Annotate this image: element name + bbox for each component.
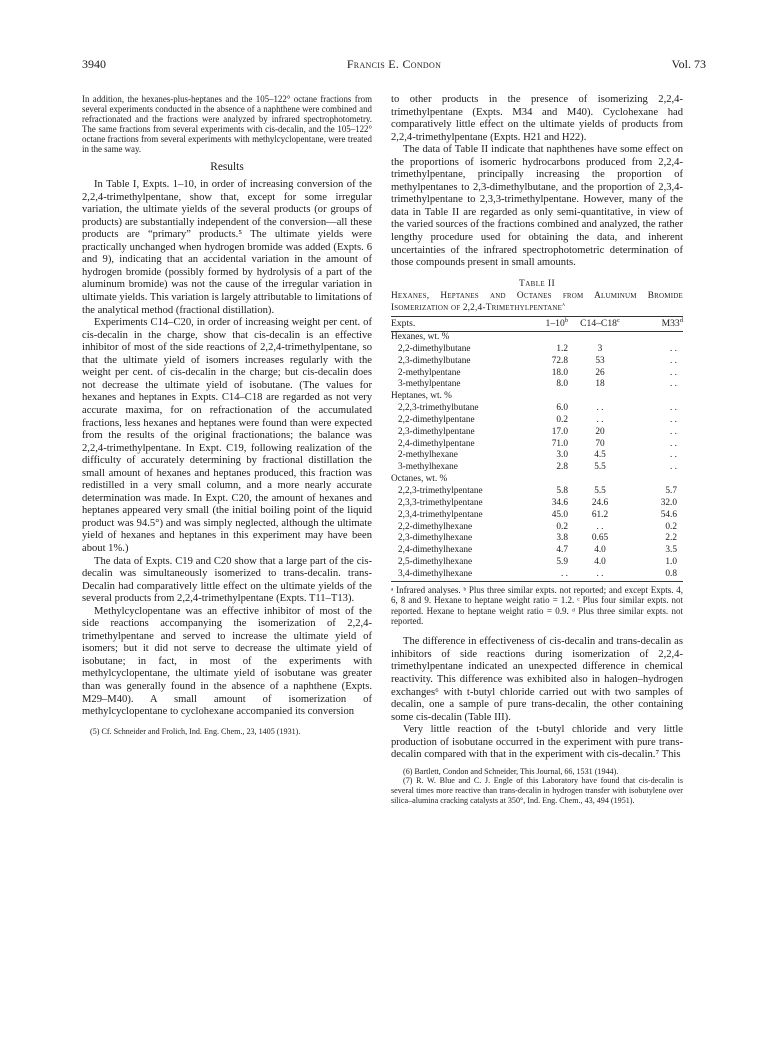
- compound-name: 2,2-dimethylbutane: [398, 343, 471, 354]
- value-cell: 2.2: [665, 533, 677, 544]
- right-paragraph-3: The difference in effectiveness of cis-decalin and trans-decalin as inhibitors of side reactions during isomerization of 2,2,4-trimethylpentane indicated an unexpected difference in chemical reactivity. This difference was exhibited also in halogen–hydrogen exchanges⁶ with t-butyl chloride carried out with two samples of decalin, one a sample of pure trans-decalin, the other containing some cis-decalin (Table III).: [391, 636, 683, 723]
- value-cell: 61.2: [591, 509, 609, 520]
- compound-name: 2,4-dimethylhexane: [398, 545, 473, 556]
- value-cell: . .: [670, 379, 677, 390]
- right-paragraph-4: Very little reaction of the t-butyl chloride and very little production of isobutane occurred in the experiment with pure trans-decalin compared with that in the experiment with cis-decalin.⁷ This: [391, 724, 683, 761]
- value-cell: 5.5: [594, 486, 606, 497]
- table-row: [391, 486, 683, 498]
- results-paragraph-4: Methylcyclopentane was an effective inhibitor of most of the side reactions accompanying the isomerization of 2,2,4-trimethylpentane and served to increase the ultimate yield of isomers; but it did not serve to decrease the ultimate yield of isobutane; in fact, in most of the experiments with methylcyclopentane, the ultimate yield of isobutane was greater than was generally found in the absence of a naphthene (Expts. M29–M40). A small amount of isomerization of methylcyclopentane to cyclohexane accompanied its conversion: [82, 605, 372, 718]
- value-cell: 6.0: [556, 403, 568, 414]
- table-notes: ᵃ Infrared analyses. ᵇ Plus three similar expts. not reported; and except Expts. 4, 6, 8 and 9. Hexane to heptane weight ratio = 1.2. ᶜ Plus four similar expts. not reported. Hexane to heptane weight ratio = 0.9. ᵈ Plus three similar expts. not reported.: [391, 584, 683, 626]
- value-cell: 20: [595, 426, 605, 437]
- table-group-row: [391, 474, 683, 486]
- compound-name: 2,5-dimethylhexane: [398, 557, 473, 568]
- table-row: [391, 356, 683, 368]
- table-header-sup: c: [616, 317, 620, 325]
- value-cell: 5.9: [556, 557, 568, 568]
- compound-name: 2-methylhexane: [398, 450, 458, 461]
- value-cell: 3.5: [665, 545, 677, 556]
- value-cell: 3.8: [556, 533, 568, 544]
- results-heading: Results: [210, 160, 244, 173]
- table-ii: [391, 316, 683, 582]
- value-cell: . .: [568, 569, 632, 581]
- table-header-cell: [391, 317, 518, 332]
- compound-name: 3,4-dimethylhexane: [391, 569, 518, 581]
- value-cell: 0.8: [632, 569, 683, 581]
- table-row: [391, 439, 683, 451]
- value-cell: 0.65: [591, 533, 609, 544]
- table-header-sup: b: [564, 317, 568, 325]
- value-cell: . .: [670, 462, 677, 473]
- value-cell: 0.2: [556, 414, 568, 425]
- value-cell: 2.8: [556, 462, 568, 473]
- table-row: [391, 450, 683, 462]
- value-cell: 0.2: [665, 521, 677, 532]
- table-header-text: C14–C18: [580, 318, 617, 330]
- value-cell: 1.2: [556, 343, 568, 354]
- reference-6: (6) Bartlett, Condon and Schneider, This Journal, 66, 1531 (1944).: [403, 766, 619, 776]
- table-group-row: [391, 391, 683, 403]
- compound-name: 3-methylpentane: [398, 379, 461, 390]
- compound-name: 2,2-dimethylpentane: [398, 414, 475, 425]
- references: [391, 767, 683, 805]
- running-author: Francis E. Condon: [346, 57, 442, 71]
- value-cell: 34.6: [551, 497, 568, 508]
- value-cell: . .: [596, 403, 604, 414]
- compound-name: 2,2,3-trimethylpentane: [398, 486, 483, 497]
- compound-name: 2,2-dimethylhexane: [398, 521, 473, 532]
- value-cell: . .: [670, 414, 677, 425]
- value-cell: 8.0: [556, 379, 568, 390]
- value-cell: . .: [670, 438, 677, 449]
- value-cell: . .: [518, 569, 568, 581]
- table-row: [391, 427, 683, 439]
- table-row: [391, 344, 683, 356]
- value-cell: 26: [595, 367, 605, 378]
- table-row: [391, 557, 683, 569]
- value-cell: 4.0: [594, 557, 606, 568]
- value-cell: . .: [670, 426, 677, 437]
- table-header-text: M33: [661, 318, 680, 330]
- table-row: [391, 379, 683, 391]
- value-cell: 32.0: [660, 497, 677, 508]
- table-caption: Table II: [518, 277, 556, 289]
- value-cell: 53: [595, 355, 605, 366]
- value-cell: 1.0: [665, 557, 677, 568]
- table-row: [391, 498, 683, 510]
- compound-name: 2,3-dimethylpentane: [398, 426, 475, 437]
- value-cell: 0.2: [556, 521, 568, 532]
- table-header-row: [391, 317, 683, 332]
- table-title-sup: a: [562, 301, 566, 309]
- table-title-text: Hexanes, Heptanes and Octanes from Aluminum Bromide Isomerization of 2,2,4-Trimethylpentane: [391, 291, 683, 314]
- compound-name: 2,3,4-trimethylpentane: [398, 509, 483, 520]
- page-number: 3940: [82, 57, 106, 71]
- value-cell: 70: [595, 438, 605, 449]
- value-cell: 5.8: [556, 486, 568, 497]
- compound-name: 2,3-dimethylhexane: [398, 533, 473, 544]
- left-column: [82, 94, 372, 736]
- value-cell: 5.5: [594, 462, 606, 473]
- value-cell: 71.0: [551, 438, 568, 449]
- value-cell: 72.8: [551, 355, 568, 366]
- value-cell: 24.6: [591, 497, 609, 508]
- value-cell: 18: [595, 379, 605, 390]
- table-row: [391, 415, 683, 427]
- table-title: [391, 290, 683, 314]
- compound-name: 2-methylpentane: [398, 367, 461, 378]
- value-cell: 17.0: [551, 426, 568, 437]
- table-group-label: Hexanes, wt. %: [391, 332, 450, 343]
- table-row: [391, 569, 683, 581]
- table-row: [391, 533, 683, 545]
- compound-name: 3-methylhexane: [398, 462, 458, 473]
- table-group-row: [391, 332, 683, 344]
- compound-name: 2,4-dimethylpentane: [398, 438, 475, 449]
- intro-paragraph: In addition, the hexanes-plus-heptanes and the 105–122° octane fractions from several experiments conducted in the absence of a naphthene were combined and refractionated and the fractions were analyzed by infrared spectrophotometry. The same fractions from several experiments with cis-decalin, and the 105–122° octane fractions from several experiments with methylcyclopentane, were treated in the same way.: [82, 94, 372, 155]
- compound-name: 2,3-dimethylbutane: [398, 355, 471, 366]
- value-cell: . .: [670, 343, 677, 354]
- results-paragraph-1: In Table I, Expts. 1–10, in order of increasing conversion of the 2,2,4-trimethylpentane, show that, except for some irregular variation, the ultimate yields of the several products (or groups of products) are substantially independent of the conversion—all these products are “primary” products.⁵ The ultimate yields were practically unchanged when hydrogen bromide was added (Expts. 6 and 9), indicating that an accidental variation in the amount of hydrogen bromide (possibly formed by hydrolysis of a part of the aluminum bromide) was not the cause of the irregular variation in ultimate yields. This variation is largely attributable to limitations of the analytical method (fractional distillation).: [82, 179, 372, 316]
- table-row: [391, 510, 683, 522]
- running-header: [82, 57, 706, 73]
- reference-7: (7) R. W. Blue and C. J. Engle of this Laboratory have found that cis-decalin is several times more reactive than trans-decalin in hydrogen transfer with isobutylene over silica–alumina cracking catalysts at 350°, Ind. Eng. Chem., 43, 494 (1951).: [391, 776, 683, 805]
- value-cell: . .: [596, 414, 604, 425]
- value-cell: 4.7: [556, 545, 568, 556]
- value-cell: . .: [670, 355, 677, 366]
- table-row: [391, 462, 683, 474]
- compound-name: 2,2,3-trimethylbutane: [398, 403, 479, 414]
- volume-label: Vol. 73: [671, 57, 706, 71]
- table-row: [391, 545, 683, 557]
- table-header-text: Expts.: [391, 318, 416, 330]
- value-cell: 45.0: [551, 509, 568, 520]
- table-header-cell: [632, 317, 683, 332]
- table-row: [391, 368, 683, 380]
- results-paragraph-2: Experiments C14–C20, in order of increasing weight per cent. of cis-decalin in the charge, show that cis-decalin is an effective inhibitor of most of the side reactions of 2,2,4-trimethylpentane, so that the ultimate yield of isomers increases regularly with the weight per cent. of cis-decalin in the charge; but cis-decalin does not decrease the ultimate yield of isobutane. (The values for hexanes and heptanes in Expts. C14–C18 are regarded as not very accurate maxima, for on refractionation of the accumulated fractions, less hexanes and heptanes were found than were expected from the results of the original fractionations; the balance was 2,2,4-trimethylpentane. In Expt. C19, following realization of the difficulty of accurately determining by fractional distillation the small amount of hexanes and heptanes produced, this fraction was redistilled in a very small column, and a more nearly accurate determination was made. In Expt. C20, the amount of hexanes and heptanes appeared very small (the initial boiling point of the liquid product was 94.5°) and was simply neglected, although the ultimate yield of hexanes and heptanes in this experiment may have been about 1%.): [82, 317, 372, 554]
- table-row: [391, 403, 683, 415]
- value-cell: 3: [597, 343, 603, 354]
- value-cell: 5.7: [665, 486, 677, 497]
- results-paragraph-3: The data of Expts. C19 and C20 show that a large part of the cis-decalin was simultaneously isomerized to trans-decalin. trans-Decalin had comparatively little effect on the ultimate yields of the several products from 2,2,4-trimethylpentane (Expts. T11–T13).: [82, 555, 372, 605]
- right-column: [391, 94, 683, 805]
- value-cell: 4.5: [594, 450, 606, 461]
- value-cell: 3.0: [556, 450, 568, 461]
- footnote-5: (5) Cf. Schneider and Frolich, Ind. Eng. Chem., 23, 1405 (1931).: [90, 726, 301, 736]
- value-cell: 18.0: [551, 367, 568, 378]
- table-row: [391, 522, 683, 534]
- table-header-cell: [568, 317, 632, 332]
- value-cell: 4.0: [594, 545, 606, 556]
- table-group-label: Octanes, wt. %: [391, 474, 448, 485]
- table-header-text: 1–10: [545, 318, 565, 330]
- value-cell: . .: [670, 367, 677, 378]
- compound-name: 2,3,3-trimethylpentane: [398, 497, 483, 508]
- table-group-label: Heptanes, wt. %: [391, 391, 452, 402]
- right-paragraph-1: to other products in the presence of isomerizing 2,2,4-trimethylpentane (Expts. M34 and M40). Cyclohexane had comparatively little effect on the ultimate yields of products from 2,2,4-trimethylpentane (Expts. H21 and H22).: [391, 94, 683, 143]
- table-header-cell: [518, 317, 568, 332]
- value-cell: . .: [596, 521, 604, 532]
- value-cell: . .: [670, 450, 677, 461]
- right-paragraph-2: The data of Table II indicate that naphthenes have some effect on the proportions of isomeric hydrocarbons produced from 2,2,4-trimethylpentane, principally increasing the proportion of methylpentanes to 2,3-dimethylbutane, and the proportion of 2,3,4-trimethylpentane to 2,3,3-trimethylpentane. However, many of the data in Table II are regarded as only semi-quantitative, in view of the varied sources of the fractions combined and analyzed, the rather lengthy procedure used for obtaining the data, and inherent uncertainties of the infrared spectrophotometric determination of those compounds present in small amounts.: [391, 144, 683, 269]
- value-cell: . .: [670, 403, 677, 414]
- value-cell: 54.6: [660, 509, 677, 520]
- table-header-sup: d: [679, 317, 683, 325]
